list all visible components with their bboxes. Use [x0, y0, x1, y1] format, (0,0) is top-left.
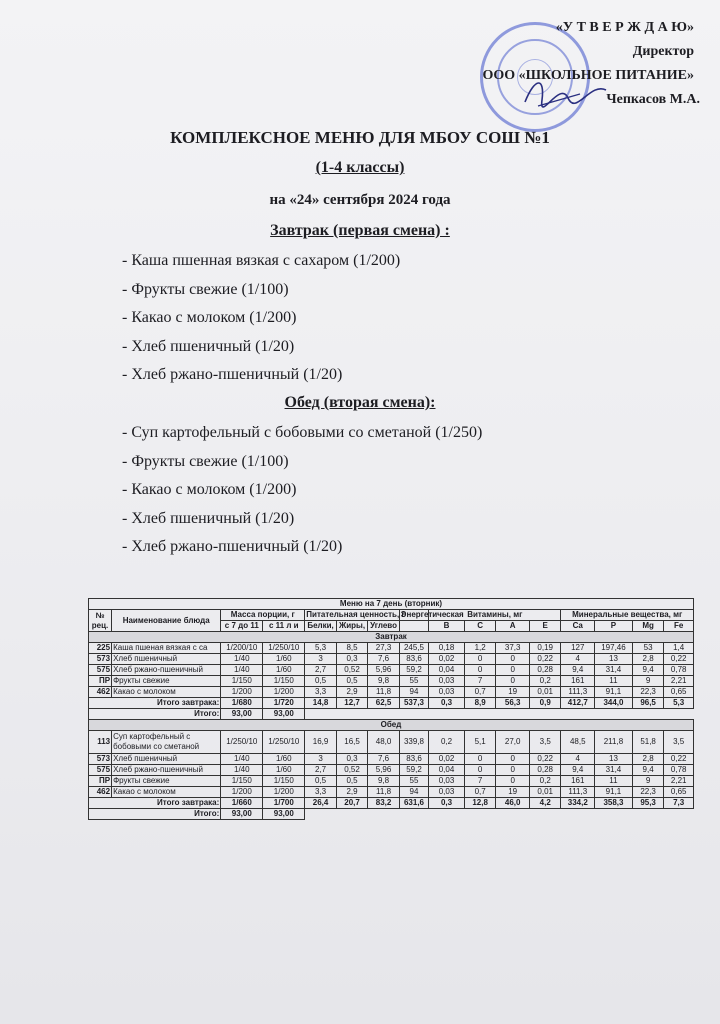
- recipe-code: 225: [89, 643, 112, 654]
- col-vitamins: Витамины, мг: [429, 610, 561, 621]
- value-cell: 0: [496, 665, 530, 676]
- mass-1: 1/40: [221, 754, 263, 765]
- recipe-code: ПР: [89, 676, 112, 687]
- total-row: [89, 698, 694, 709]
- value-cell: 4: [561, 654, 595, 665]
- total-value: 95,3: [632, 798, 664, 809]
- value-cell: 0,03: [429, 687, 465, 698]
- value-cell: 4: [561, 754, 595, 765]
- col-fat: Жиры,: [336, 621, 368, 632]
- value-cell: 5,1: [464, 731, 496, 754]
- mass-2: 1/60: [263, 665, 305, 676]
- breakfast-item: - Хлеб пшеничный (1/20): [122, 338, 295, 355]
- value-cell: 9: [632, 676, 664, 687]
- mass-2: 1/60: [263, 754, 305, 765]
- mass-2: 1/150: [263, 676, 305, 687]
- total-value: 83,2: [368, 798, 400, 809]
- value-cell: 0: [496, 654, 530, 665]
- value-cell: 0,5: [305, 676, 337, 687]
- value-cell: 2,9: [336, 687, 368, 698]
- mass-1: 1/150: [221, 776, 263, 787]
- value-cell: 19: [496, 787, 530, 798]
- dish-name: Какао с молоком: [112, 687, 221, 698]
- breakfast-item: - Фрукты свежие (1/100): [122, 281, 289, 298]
- total-value: 96,5: [632, 698, 664, 709]
- total-value: 14,8: [305, 698, 337, 709]
- col-energy-sub: [399, 621, 428, 632]
- mass-2: 1/200: [263, 687, 305, 698]
- value-cell: 0,78: [664, 665, 694, 676]
- value-cell: 9,8: [368, 676, 400, 687]
- value-cell: 2,21: [664, 676, 694, 687]
- value-cell: 8,5: [336, 643, 368, 654]
- value-cell: 0,65: [664, 687, 694, 698]
- value-cell: 91,1: [595, 687, 633, 698]
- dish-name: Фрукты свежие: [112, 776, 221, 787]
- value-cell: 0,22: [529, 654, 561, 665]
- value-cell: 9,4: [561, 765, 595, 776]
- col-minerals: Минеральные вещества, мг: [561, 610, 694, 621]
- value-cell: 16,9: [305, 731, 337, 754]
- total-value: 5,3: [664, 698, 694, 709]
- value-cell: 51,8: [632, 731, 664, 754]
- value-cell: 0,01: [529, 787, 561, 798]
- approval-block: [482, 16, 700, 112]
- table-row: [89, 787, 694, 798]
- breakfast-item: - Какао с молоком (1/200): [122, 309, 297, 326]
- value-cell: 31,4: [595, 765, 633, 776]
- value-cell: 0,5: [336, 776, 368, 787]
- value-cell: 111,3: [561, 687, 595, 698]
- approve-position: Директор: [632, 44, 694, 59]
- price-label: Итого:: [89, 809, 221, 820]
- nutrition-table: [88, 598, 694, 820]
- total-value: 20,7: [336, 798, 368, 809]
- value-cell: 94: [399, 687, 428, 698]
- value-cell: 37,3: [496, 643, 530, 654]
- value-cell: 111,3: [561, 787, 595, 798]
- value-cell: 7,6: [368, 654, 400, 665]
- menu-grades: (1-4 классы): [315, 159, 405, 176]
- value-cell: 0,78: [664, 765, 694, 776]
- total-value: 46,0: [496, 798, 530, 809]
- value-cell: 0,7: [464, 787, 496, 798]
- value-cell: 19: [496, 687, 530, 698]
- value-cell: 11,8: [368, 687, 400, 698]
- value-cell: 0,02: [429, 654, 465, 665]
- value-cell: 3,5: [664, 731, 694, 754]
- value-cell: 11: [595, 676, 633, 687]
- value-cell: 55: [399, 676, 428, 687]
- value-cell: 7,6: [368, 754, 400, 765]
- value-cell: 0: [464, 765, 496, 776]
- menu-date: на «24» сентября 2024 года: [269, 192, 451, 208]
- col-vit-e: E: [529, 621, 561, 632]
- price-row: [89, 709, 694, 720]
- value-cell: 9: [632, 776, 664, 787]
- col-fe: Fe: [664, 621, 694, 632]
- approve-company: ООО «ШКОЛЬНОЕ ПИТАНИЕ»: [482, 68, 694, 83]
- total-value: 631,6: [399, 798, 428, 809]
- menu-title: КОМПЛЕКСНОЕ МЕНЮ ДЛЯ МБОУ СОШ №1: [170, 128, 550, 147]
- value-cell: 2,9: [336, 787, 368, 798]
- price-1: 93,00: [221, 809, 263, 820]
- value-cell: 1,4: [664, 643, 694, 654]
- value-cell: 0: [464, 654, 496, 665]
- mass-2: 1/250/10: [263, 731, 305, 754]
- col-p: P: [595, 621, 633, 632]
- breakfast-item: - Хлеб ржано-пшеничный (1/20): [122, 366, 343, 383]
- value-cell: 2,7: [305, 765, 337, 776]
- table-body: [89, 632, 694, 820]
- approve-label: «У Т В Е Р Ж Д А Ю»: [555, 20, 694, 35]
- value-cell: 11,8: [368, 787, 400, 798]
- table-row: [89, 687, 694, 698]
- value-cell: 31,4: [595, 665, 633, 676]
- col-mass-1: с 7 до 11: [221, 621, 263, 632]
- total-value: 26,4: [305, 798, 337, 809]
- recipe-code: 573: [89, 754, 112, 765]
- mass-2: 1/250/10: [263, 643, 305, 654]
- dish-name: Фрукты свежие: [112, 676, 221, 687]
- value-cell: 48,5: [561, 731, 595, 754]
- mass-1: 1/200: [221, 787, 263, 798]
- total-mass-2: 1/700: [263, 798, 305, 809]
- value-cell: 0,22: [664, 754, 694, 765]
- recipe-code: 113: [89, 731, 112, 754]
- value-cell: 53: [632, 643, 664, 654]
- mass-2: 1/200: [263, 787, 305, 798]
- total-value: 62,5: [368, 698, 400, 709]
- col-vit-b: B: [429, 621, 465, 632]
- value-cell: 0,03: [429, 776, 465, 787]
- nutrition-table-wrapper: [88, 598, 694, 820]
- price-1: 93,00: [221, 709, 263, 720]
- col-nutrition: Питательная ценность, г: [306, 610, 405, 619]
- value-cell: 339,8: [399, 731, 428, 754]
- lunch-item: - Фрукты свежие (1/100): [122, 453, 289, 470]
- section-row: [89, 720, 694, 731]
- total-value: 412,7: [561, 698, 595, 709]
- total-value: 358,3: [595, 798, 633, 809]
- price-2: 93,00: [263, 809, 305, 820]
- value-cell: 0,7: [464, 687, 496, 698]
- value-cell: 83,6: [399, 654, 428, 665]
- value-cell: 59,2: [399, 765, 428, 776]
- value-cell: 1,2: [464, 643, 496, 654]
- value-cell: 0: [496, 676, 530, 687]
- col-ca: Ca: [561, 621, 595, 632]
- dish-name: Суп картофельный с бобовыми со сметаной: [112, 731, 221, 754]
- price-empty: [305, 709, 694, 720]
- value-cell: 0,3: [336, 754, 368, 765]
- dish-name: Хлеб пшеничный: [112, 654, 221, 665]
- table-row: [89, 765, 694, 776]
- table-row: [89, 754, 694, 765]
- value-cell: 13: [595, 754, 633, 765]
- value-cell: 127: [561, 643, 595, 654]
- value-cell: 197,46: [595, 643, 633, 654]
- mass-1: 1/200: [221, 687, 263, 698]
- breakfast-item: - Каша пшенная вязкая с сахаром (1/200): [122, 252, 401, 269]
- recipe-code: ПР: [89, 776, 112, 787]
- value-cell: 2,21: [664, 776, 694, 787]
- value-cell: 0,52: [336, 765, 368, 776]
- mass-1: 1/200/10: [221, 643, 263, 654]
- total-label: Итого завтрака:: [89, 798, 221, 809]
- total-value: 8,9: [464, 698, 496, 709]
- value-cell: 94: [399, 787, 428, 798]
- total-row: [89, 798, 694, 809]
- table-row: [89, 776, 694, 787]
- value-cell: 9,4: [632, 765, 664, 776]
- value-cell: 0: [496, 765, 530, 776]
- mass-1: 1/40: [221, 765, 263, 776]
- total-value: 0,3: [429, 798, 465, 809]
- value-cell: 0,5: [336, 676, 368, 687]
- value-cell: 83,6: [399, 754, 428, 765]
- value-cell: 161: [561, 776, 595, 787]
- table-row: [89, 731, 694, 754]
- col-dish: Наименование блюда: [112, 610, 221, 632]
- dish-name: Хлеб ржано-пшеничный: [112, 765, 221, 776]
- col-mass: Масса порции, г: [221, 610, 305, 621]
- lunch-item: - Хлеб ржано-пшеничный (1/20): [122, 538, 343, 555]
- value-cell: 9,4: [561, 665, 595, 676]
- value-cell: 0,2: [529, 676, 561, 687]
- mass-2: 1/150: [263, 776, 305, 787]
- mass-2: 1/60: [263, 765, 305, 776]
- dish-name: Каша пшеная вязкая с са: [112, 643, 221, 654]
- total-value: 0,9: [529, 698, 561, 709]
- value-cell: 3,3: [305, 787, 337, 798]
- recipe-code: 575: [89, 765, 112, 776]
- value-cell: 3,5: [529, 731, 561, 754]
- value-cell: 59,2: [399, 665, 428, 676]
- value-cell: 0,28: [529, 665, 561, 676]
- value-cell: 2,8: [632, 654, 664, 665]
- price-row: [89, 809, 694, 820]
- price-empty: [305, 809, 694, 820]
- col-vit-a: A: [496, 621, 530, 632]
- value-cell: 0: [464, 754, 496, 765]
- total-mass-1: 1/660: [221, 798, 263, 809]
- approve-name: Чепкасов М.А.: [606, 92, 700, 107]
- col-vit-c: C: [464, 621, 496, 632]
- col-rec: № рец.: [89, 610, 112, 632]
- dish-name: Хлеб ржано-пшеничный: [112, 665, 221, 676]
- total-value: 4,2: [529, 798, 561, 809]
- value-cell: 0,2: [429, 731, 465, 754]
- value-cell: 91,1: [595, 787, 633, 798]
- value-cell: 13: [595, 654, 633, 665]
- mass-2: 1/60: [263, 654, 305, 665]
- mass-1: 1/40: [221, 665, 263, 676]
- value-cell: 5,96: [368, 765, 400, 776]
- value-cell: 5,3: [305, 643, 337, 654]
- value-cell: 9,8: [368, 776, 400, 787]
- lunch-item: - Какао с молоком (1/200): [122, 481, 297, 498]
- mass-1: 1/150: [221, 676, 263, 687]
- value-cell: 2,8: [632, 754, 664, 765]
- total-label: Итого завтрака:: [89, 698, 221, 709]
- value-cell: 5,96: [368, 665, 400, 676]
- table-row: [89, 676, 694, 687]
- value-cell: 3: [305, 654, 337, 665]
- total-value: 344,0: [595, 698, 633, 709]
- lunch-heading: Обед (вторая смена):: [284, 394, 436, 411]
- col-protein: Белки,: [305, 621, 337, 632]
- value-cell: 0: [496, 776, 530, 787]
- recipe-code: 462: [89, 687, 112, 698]
- col-carb: Углево: [368, 621, 400, 632]
- total-value: 7,3: [664, 798, 694, 809]
- value-cell: 22,3: [632, 687, 664, 698]
- value-cell: 0,28: [529, 765, 561, 776]
- value-cell: 0,19: [529, 643, 561, 654]
- price-2: 93,00: [263, 709, 305, 720]
- value-cell: 2,7: [305, 665, 337, 676]
- value-cell: 0,03: [429, 787, 465, 798]
- total-mass-1: 1/680: [221, 698, 263, 709]
- dish-name: Хлеб пшеничный: [112, 754, 221, 765]
- total-value: 0,3: [429, 698, 465, 709]
- value-cell: 0,02: [429, 754, 465, 765]
- mass-1: 1/250/10: [221, 731, 263, 754]
- value-cell: 16,5: [336, 731, 368, 754]
- value-cell: 0,2: [529, 776, 561, 787]
- value-cell: 22,3: [632, 787, 664, 798]
- value-cell: 3,3: [305, 687, 337, 698]
- total-value: 334,2: [561, 798, 595, 809]
- value-cell: 0: [464, 665, 496, 676]
- value-cell: 0,5: [305, 776, 337, 787]
- value-cell: 0,01: [529, 687, 561, 698]
- section-name: Обед: [89, 720, 694, 731]
- total-value: 12,7: [336, 698, 368, 709]
- value-cell: 0,04: [429, 665, 465, 676]
- lunch-item: - Хлеб пшеничный (1/20): [122, 510, 295, 527]
- recipe-code: 575: [89, 665, 112, 676]
- total-value: 537,3: [399, 698, 428, 709]
- lunch-item: - Суп картофельный с бобовыми со сметаной (1/250): [122, 424, 483, 441]
- total-value: 56,3: [496, 698, 530, 709]
- col-energy: Энергетическая: [400, 610, 464, 619]
- value-cell: 245,5: [399, 643, 428, 654]
- value-cell: 0,18: [429, 643, 465, 654]
- mass-1: 1/40: [221, 654, 263, 665]
- table-row: [89, 654, 694, 665]
- section-name: Завтрак: [89, 632, 694, 643]
- section-row: [89, 632, 694, 643]
- value-cell: 0,03: [429, 676, 465, 687]
- value-cell: 0: [496, 754, 530, 765]
- dish-name: Какао с молоком: [112, 787, 221, 798]
- value-cell: 0,3: [336, 654, 368, 665]
- value-cell: 27,0: [496, 731, 530, 754]
- value-cell: 0,22: [664, 654, 694, 665]
- value-cell: 11: [595, 776, 633, 787]
- value-cell: 0,52: [336, 665, 368, 676]
- table-row: [89, 643, 694, 654]
- col-mg: Mg: [632, 621, 664, 632]
- value-cell: 3: [305, 754, 337, 765]
- total-mass-2: 1/720: [263, 698, 305, 709]
- value-cell: 211,8: [595, 731, 633, 754]
- value-cell: 55: [399, 776, 428, 787]
- recipe-code: 573: [89, 654, 112, 665]
- value-cell: 7: [464, 776, 496, 787]
- value-cell: 0,22: [529, 754, 561, 765]
- value-cell: 27,3: [368, 643, 400, 654]
- value-cell: 0,65: [664, 787, 694, 798]
- recipe-code: 462: [89, 787, 112, 798]
- value-cell: 161: [561, 676, 595, 687]
- price-label: Итого:: [89, 709, 221, 720]
- col-mass-2: с 11 л и: [263, 621, 305, 632]
- table-caption: Меню на 7 день (вторник): [89, 599, 694, 610]
- table-row: [89, 665, 694, 676]
- breakfast-heading: Завтрак (первая смена) :: [270, 222, 450, 239]
- value-cell: 0,04: [429, 765, 465, 776]
- value-cell: 7: [464, 676, 496, 687]
- value-cell: 9,4: [632, 665, 664, 676]
- total-value: 12,8: [464, 798, 496, 809]
- value-cell: 48,0: [368, 731, 400, 754]
